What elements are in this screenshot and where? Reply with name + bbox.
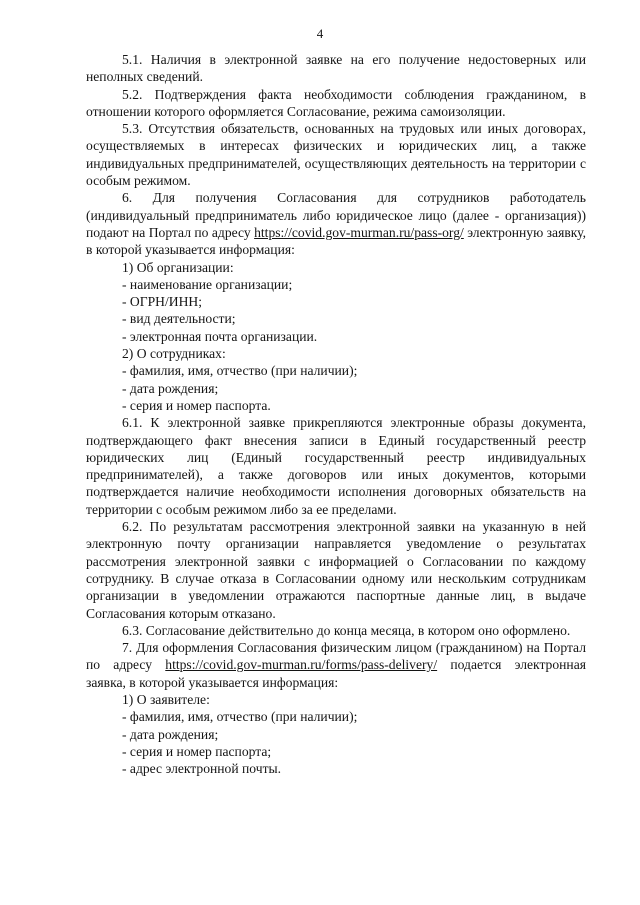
clause-5-1: 5.1. Наличия в электронной заявке на его получение недостоверных или неполных сведений. xyxy=(86,52,586,85)
applicant-info-item: - серия и номер паспорта; xyxy=(122,743,272,759)
clause-7-text-start: 7. Для оформления Согласования физическим лицом (гражданином) на Портал по адресу xyxy=(86,640,586,673)
clause-6-text-start: 6. Для получения Согласования для сотрудников работодатель (индивидуальный предприниматель либо юридическое лицо (далее - организация)) подают на Портал по адресу xyxy=(86,190,586,240)
clause-6-1: 6.1. К электронной заявке прикрепляются электронные образы документа, подтверждающего факт внесения записи в Единый государственный реестр юридических лиц (Единый государственный реестр индивидуальных предпринимателей), а также договоров или иных документов, которыми подтверждается наличие необходимости исполнения договорных обязательств на территории с особым режимом либо за ее пределами. xyxy=(86,415,586,517)
clause-6-text-end: электронную заявку, в которой указывается информация: xyxy=(86,224,587,258)
org-info-item: - наименование организации; xyxy=(122,276,293,292)
org-info-item: - ОГРН/ИНН; xyxy=(122,294,202,310)
pass-org-link[interactable]: https://covid.gov-murman.ru/pass-org/ xyxy=(254,224,464,240)
clause-5-3: 5.3. Отсутствия обязательств, основанных на трудовых или иных договорах, осуществляемых в интересах физических и юридических лиц, а также индивидуальных предпринимателей, осуществляющих деятельность на территории с особым режимом. xyxy=(86,121,586,189)
employee-info-item: - дата рождения; xyxy=(122,380,219,396)
applicant-info-item: - адрес электронной почты. xyxy=(122,761,282,777)
org-info-header: 1) Об организации: xyxy=(122,259,234,275)
clause-5-2: 5.2. Подтверждения факта необходимости соблюдения гражданином, в отношении которого оформляется Согласование, режима самоизоляции. xyxy=(86,86,586,119)
applicant-info-header: 1) О заявителе: xyxy=(122,691,210,707)
clause-6 xyxy=(86,189,586,258)
applicant-info-item: - дата рождения; xyxy=(122,726,219,742)
clause-7-text-end: подается электронная заявка, в которой указывается информация: xyxy=(86,657,586,690)
employee-info-item: - серия и номер паспорта. xyxy=(122,397,271,413)
document-body xyxy=(86,51,586,777)
org-info-item: - вид деятельности; xyxy=(122,311,236,327)
clause-7 xyxy=(86,639,586,691)
applicant-info-item: - фамилия, имя, отчество (при наличии); xyxy=(122,709,358,725)
employee-info-header: 2) О сотрудниках: xyxy=(122,346,226,362)
pass-delivery-link[interactable]: https://covid.gov-murman.ru/forms/pass-delivery/ xyxy=(165,657,438,673)
clause-6-3: 6.3. Согласование действительно до конца месяца, в котором оно оформлено. xyxy=(122,622,571,638)
employee-info-item: - фамилия, имя, отчество (при наличии); xyxy=(122,363,358,379)
org-info-item: - электронная почта организации. xyxy=(122,328,318,344)
clause-6-2: 6.2. По результатам рассмотрения электронной заявки на указанную в ней электронную почту организации направляется уведомление о результатах рассмотрения электронной заявки с информацией о Согласовании по каждому сотруднику. В случае отказа в Согласовании одному или нескольким сотрудникам организации в уведомлении отражаются паспортные данные лиц, в выдаче Согласования которым отказано. xyxy=(86,519,586,621)
page-number: 4 xyxy=(316,26,324,41)
